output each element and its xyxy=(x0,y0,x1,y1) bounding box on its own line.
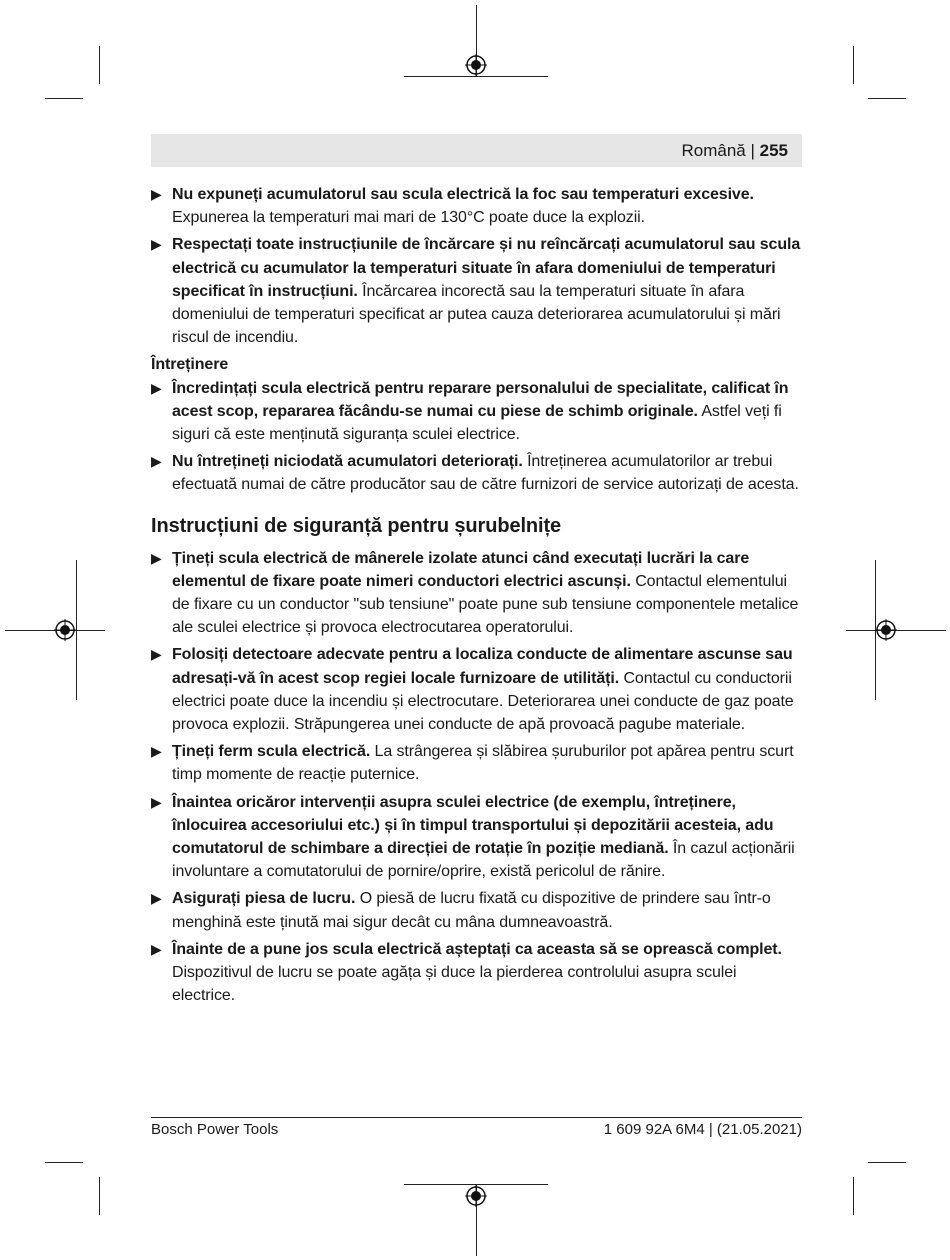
screwdriver-heading: Instrucțiuni de siguranță pentru șurubelnițe xyxy=(151,514,562,537)
crop-mark xyxy=(853,1177,854,1215)
safety-item xyxy=(151,740,802,786)
safety-item xyxy=(151,887,802,933)
bullet-arrow-icon: ▶ xyxy=(151,186,162,202)
item-text: Contactul elementului de fixare cu un conductor "sub tensiune" poate pune sub tensiune componentele metalice ale sculei electrice și provoca electrocutarea operatorului. xyxy=(172,572,799,637)
footer-doc-number: 1 609 92A 6M4 | (21.05.2021) xyxy=(603,1121,802,1138)
crop-mark xyxy=(868,98,906,99)
item-bold-text: Țineți scula electrică de mânerele izolate atunci când executați lucrări la care elementul de fixare poate nimeri conductori electrici ascunși. xyxy=(172,549,750,590)
item-text: Dispozitivul de lucru se poate agăța și duce la pierderea controlului asupra sculei electrice. xyxy=(172,964,737,1005)
crop-mark xyxy=(868,1162,906,1163)
safety-item xyxy=(151,377,802,447)
item-text: Întreținerea acumulatorilor ar trebui efectuată numai de către producător sau de către furnizori de service autorizați de acesta. xyxy=(172,453,799,494)
bullet-arrow-icon: ▶ xyxy=(151,743,162,760)
safety-item xyxy=(151,643,802,736)
page-header xyxy=(151,134,802,167)
bullet-arrow-icon: ▶ xyxy=(151,549,162,566)
item-text: Contactul cu conductorii electrici poate duce la incendiu și electrocutare. Deteriorarea unei conducte de gaz poate provoca explozii. Străpungerea unei conducte de apă provoacă pagube materiale. xyxy=(172,669,794,734)
safety-item xyxy=(151,547,802,640)
safety-item xyxy=(151,791,802,884)
header-label xyxy=(681,141,788,161)
registration-mark-icon xyxy=(875,619,897,641)
safety-item xyxy=(151,233,802,349)
item-bold-text: Folosiți detectoare adecvate pentru a localiza conducte de alimentare ascunse sau adresați-vă în acest scop regiei locale furnizoare de utilități. xyxy=(172,646,793,687)
bullet-arrow-icon: ▶ xyxy=(151,453,162,470)
item-bold-text: Înaintea oricăror intervenții asupra sculei electrice (de exemplu, întreținere, înlocuirea accesoriului etc.) și în timpul transportului și depozitării acesteia, adu comutatorul de schimbare a direcției de rotație în poziție mediană. xyxy=(172,793,774,858)
header-separator: | xyxy=(745,141,760,160)
safety-item xyxy=(151,183,802,229)
item-bold-text: Înainte de a pune jos scula electrică așteptați ca aceasta să se oprească complet. xyxy=(172,940,782,958)
item-text: Astfel veți fi siguri că este menținută siguranța sculei electrice. xyxy=(172,402,782,444)
item-bold-text: Respectați toate instrucțiunile de încărcare și nu reîncărcați acumulatorul sau scula electrică cu acumulator la temperaturi situate în afara domeniului de temperaturi specificat în instrucțiuni. xyxy=(172,236,801,300)
item-bold-text: Nu întrețineți niciodată acumulatori deteriorați. xyxy=(172,453,523,471)
maintenance-heading: Întreținere xyxy=(151,356,229,374)
header-language: Română xyxy=(681,141,746,160)
item-text: Expunerea la temperaturi mai mari de 130°C poate duce la explozii. xyxy=(172,209,645,227)
safety-item xyxy=(151,450,802,496)
crop-mark xyxy=(76,560,77,700)
page-content xyxy=(151,183,802,1012)
bullet-arrow-icon: ▶ xyxy=(151,646,162,663)
bullet-arrow-icon: ▶ xyxy=(151,890,162,907)
item-text: O piesă de lucru fixată cu dispozitive de prindere sau într-o menghină este ținută mai sigur decât cu mâna dumneavoastră. xyxy=(172,890,771,931)
footer-rule xyxy=(151,1117,802,1118)
crop-mark xyxy=(853,46,854,84)
item-bold-text: Nu expuneți acumulatorul sau scula electrică la foc sau temperaturi excesive. xyxy=(172,186,754,203)
bullet-arrow-icon: ▶ xyxy=(151,236,162,253)
registration-mark-icon xyxy=(54,619,76,641)
item-text: La strângerea și slăbirea șuruburilor pot apărea pentru scurt timp momente de reacție puternice. xyxy=(172,743,794,784)
footer-brand: Bosch Power Tools xyxy=(151,1121,279,1138)
page-number: 255 xyxy=(759,141,788,160)
crop-mark xyxy=(404,76,548,77)
bullet-arrow-icon: ▶ xyxy=(151,793,162,810)
crop-mark xyxy=(45,98,83,99)
registration-mark-icon xyxy=(465,1185,487,1207)
safety-item xyxy=(151,938,802,1008)
item-text: Încărcarea incorectă sau la temperaturi situate în afara domeniului de temperaturi specificat ar putea cauza deteriorarea acumulatorului și mări riscul de incendiu. xyxy=(172,282,781,347)
bullet-arrow-icon: ▶ xyxy=(151,379,162,396)
bullet-arrow-icon: ▶ xyxy=(151,940,162,957)
item-bold-text: Asigurați piesa de lucru. xyxy=(172,890,356,908)
crop-mark xyxy=(99,1177,100,1215)
item-text: În cazul acționării involuntare a comutatorului de pornire/oprire, există pericolul de rănire. xyxy=(172,840,795,881)
registration-mark-icon xyxy=(465,54,487,76)
item-bold-text: Încredințați scula electrică pentru reparare personalului de specialitate, calificat în acest scop, repararea făcându-se numai cu piese de schimb originale. xyxy=(172,379,789,420)
item-bold-text: Țineți ferm scula electrică. xyxy=(172,743,371,761)
crop-mark xyxy=(45,1162,83,1163)
crop-mark xyxy=(99,46,100,84)
